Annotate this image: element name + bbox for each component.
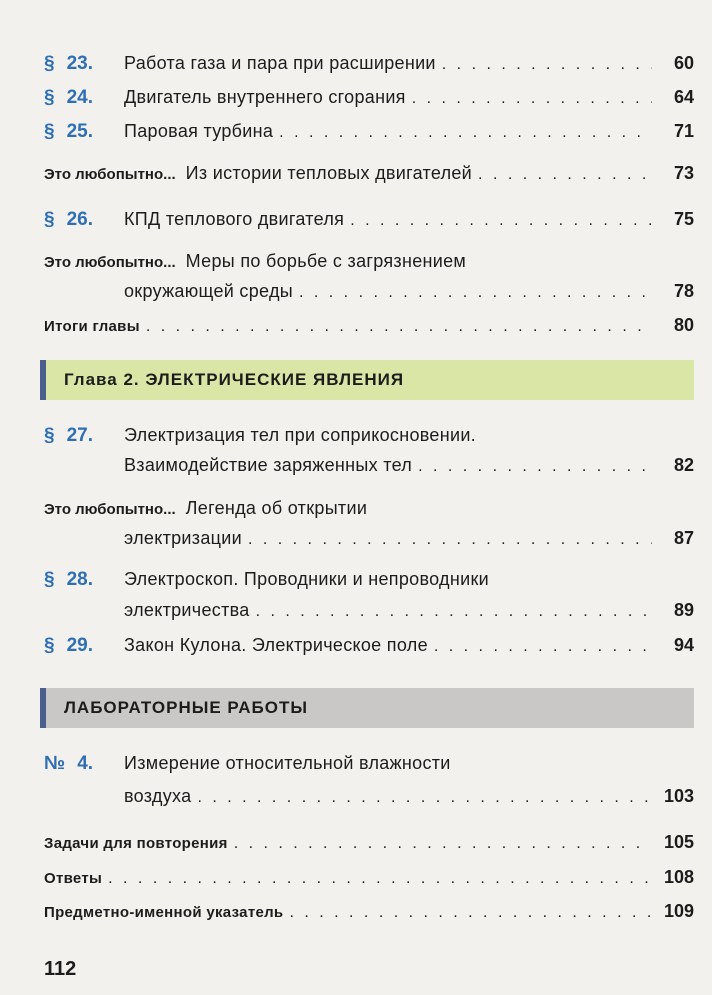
dot-leader (234, 833, 652, 855)
entry-title: Электроскоп. Проводники и непроводники (124, 569, 489, 589)
entry-title: Из истории тепловых двигателей (185, 163, 473, 183)
curious-tag: Это любопытно... (44, 166, 176, 183)
toc-entry-curious-legend-line1[interactable] (44, 497, 694, 521)
dot-leader (248, 529, 652, 551)
page-ref: 71 (673, 121, 694, 141)
page-ref: 80 (673, 315, 694, 335)
page-ref: 75 (673, 209, 694, 229)
dot-leader (108, 868, 652, 890)
toc-entry-26[interactable] (44, 208, 694, 232)
toc-entry-lab4-line1[interactable] (44, 752, 694, 775)
section-number: 27. (66, 425, 93, 446)
entry-title: КПД теплового двигателя (124, 209, 345, 229)
entry-title-cont: воздуха (124, 786, 192, 806)
toc-entry-25[interactable] (44, 120, 694, 144)
page-ref: 94 (673, 635, 694, 655)
dot-leader (289, 902, 652, 924)
page-ref: 82 (673, 455, 694, 475)
toc-entry-lab4-line2[interactable] (44, 785, 694, 809)
toc-entry-curious-pollution-line2[interactable] (44, 280, 694, 304)
entry-title: Ответы (44, 870, 103, 887)
entry-title: Измерение относительной влажности (124, 753, 451, 773)
entry-title: Задачи для повторения (44, 835, 228, 852)
entry-title: Паровая турбина (124, 121, 274, 141)
entry-title: Электризация тел при соприкосновении. (124, 425, 476, 445)
dot-leader (434, 636, 652, 658)
toc-entry-answers[interactable] (44, 866, 694, 890)
entry-title: Итоги главы (44, 318, 140, 335)
page-ref: 108 (663, 867, 694, 887)
section-sign: § (44, 53, 55, 74)
section-number: 24. (66, 87, 93, 108)
toc-entry-curious-pollution-line1[interactable] (44, 250, 694, 274)
section-sign: § (44, 209, 55, 230)
toc-entry-curious-engines[interactable] (44, 162, 694, 186)
labs-bar (40, 688, 46, 728)
entry-title: Меры по борьбе с загрязнением (185, 251, 467, 271)
page-ref: 64 (673, 87, 694, 107)
lab-sign: № (44, 753, 66, 774)
page-ref: 87 (673, 528, 694, 548)
entry-title-cont: электричества (124, 600, 250, 620)
page-ref: 105 (663, 832, 694, 852)
page-ref: 78 (673, 281, 694, 301)
page-ref: 103 (663, 786, 694, 806)
section-sign: § (44, 425, 55, 446)
labs-heading (40, 688, 694, 728)
toc-entry-tasks[interactable] (44, 831, 694, 855)
dot-leader (418, 456, 652, 478)
toc-entry-24[interactable] (44, 86, 694, 110)
toc-entry-29[interactable] (44, 634, 694, 658)
section-number: 28. (66, 569, 93, 590)
entry-title: Предметно-именной указатель (44, 904, 284, 921)
page-ref: 60 (673, 53, 694, 73)
dot-leader (256, 601, 652, 623)
toc-entry-27-line1[interactable] (44, 424, 694, 447)
section-sign: § (44, 121, 55, 142)
toc-entry-summary[interactable] (44, 314, 694, 338)
curious-tag: Это любопытно... (44, 501, 176, 518)
curious-tag: Это любопытно... (44, 254, 176, 271)
entry-title: Двигатель внутреннего сгорания (124, 87, 406, 107)
toc-entry-28-line1[interactable] (44, 568, 694, 591)
toc-entry-28-line2[interactable] (44, 599, 694, 623)
entry-title-cont: Взаимодействие заряженных тел (124, 455, 413, 475)
toc-entry-27-line2[interactable] (44, 454, 694, 478)
dot-leader (478, 164, 652, 186)
chapter-bar (40, 360, 46, 400)
dot-leader (197, 787, 652, 809)
page-ref: 89 (673, 600, 694, 620)
toc-entry-index[interactable] (44, 900, 694, 924)
section-sign: § (44, 87, 55, 108)
section-sign: § (44, 569, 55, 590)
dot-leader (412, 88, 652, 110)
dot-leader (442, 54, 652, 76)
entry-title: Работа газа и пара при расширении (124, 53, 436, 73)
entry-title-cont: электризации (124, 528, 242, 548)
entry-title: Закон Кулона. Электрическое поле (124, 635, 428, 655)
section-sign: § (44, 635, 55, 656)
labs-title: ЛАБОРАТОРНЫЕ РАБОТЫ (64, 698, 309, 717)
dot-leader (350, 210, 652, 232)
dot-leader (146, 316, 652, 338)
section-number: 25. (66, 121, 93, 142)
section-number: 29. (66, 635, 93, 656)
entry-title-cont: окружающей среды (124, 281, 293, 301)
chapter-title: Глава 2. ЭЛЕКТРИЧЕСКИЕ ЯВЛЕНИЯ (64, 370, 405, 389)
section-number: 26. (66, 209, 93, 230)
page-ref: 73 (673, 163, 694, 183)
dot-leader (299, 282, 652, 304)
toc-entry-23[interactable] (44, 52, 694, 76)
section-number: 23. (66, 53, 93, 74)
page-ref: 109 (663, 901, 694, 921)
entry-title: Легенда об открытии (185, 498, 368, 518)
dot-leader (279, 122, 652, 144)
page-number: 112 (44, 958, 77, 980)
lab-number: 4. (77, 753, 94, 774)
toc-entry-curious-legend-line2[interactable] (44, 527, 694, 551)
chapter-heading (40, 360, 694, 400)
